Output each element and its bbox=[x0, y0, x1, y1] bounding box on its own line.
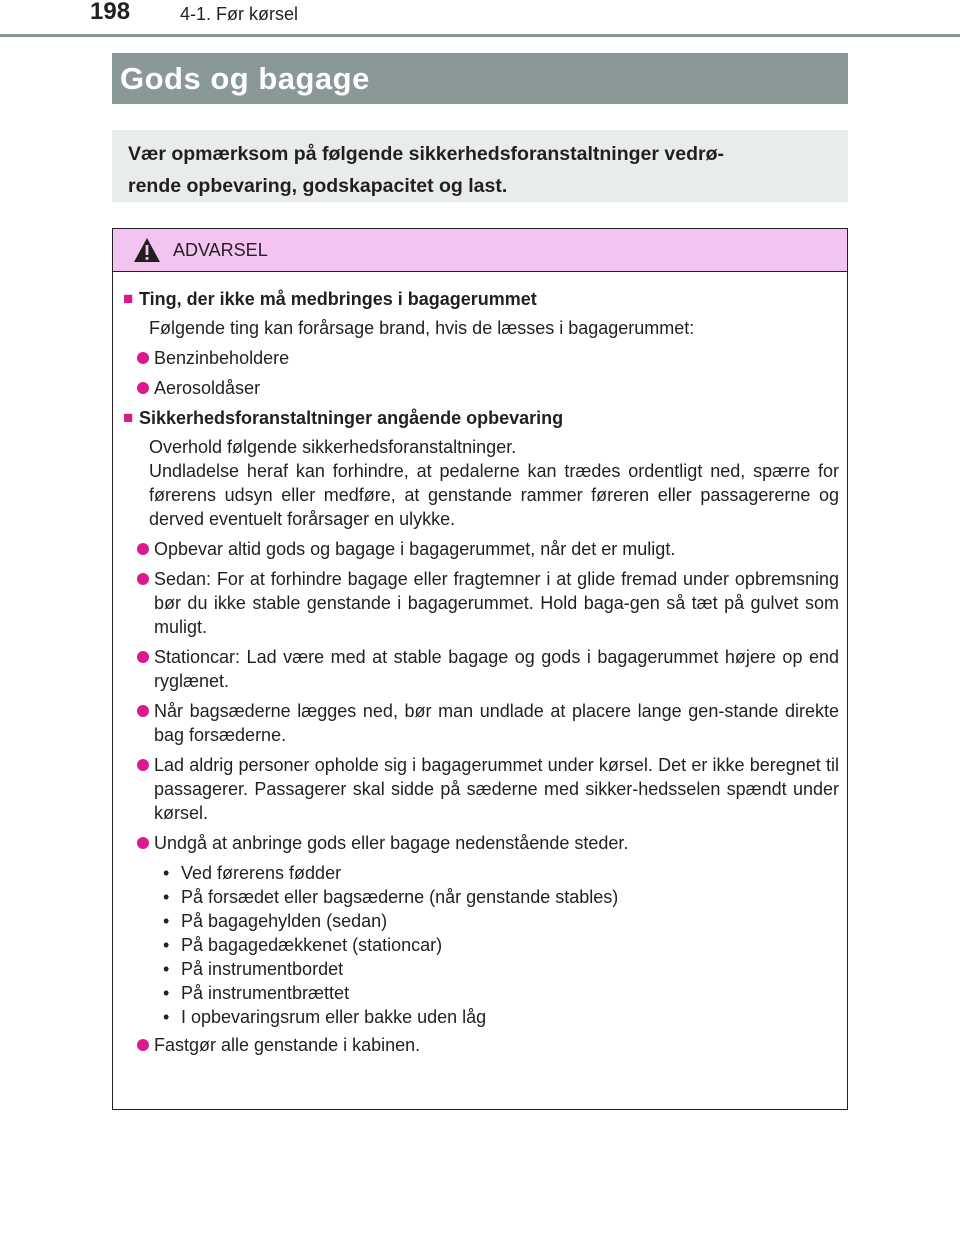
small-bullet-icon: • bbox=[163, 887, 170, 907]
section-heading bbox=[123, 406, 839, 430]
intro-line-2: rende opbevaring, godskapacitet og last. bbox=[128, 175, 508, 197]
small-bullet-icon: • bbox=[163, 1007, 170, 1027]
warning-triangle-icon bbox=[133, 237, 161, 263]
intro-line-1: Vær opmærksom på følgende sikkerhedsforanstaltninger vedrø- bbox=[128, 143, 724, 165]
list-item bbox=[137, 831, 839, 855]
section-heading bbox=[123, 287, 839, 311]
list-item bbox=[137, 567, 839, 639]
page-title: Gods og bagage bbox=[120, 60, 370, 96]
round-bullet-icon bbox=[137, 543, 149, 555]
list-item-text: Opbevar altid gods og bagage i bagagerummet, når det er muligt. bbox=[154, 539, 676, 559]
page-number: 198 bbox=[90, 0, 131, 25]
list-item bbox=[137, 1033, 839, 1057]
paragraph: Undladelse heraf kan forhindre, at pedalerne kan trædes ordentligt ned, spærre for førerens udsyn eller medføre, at genstande rammer føreren eller passagererne og derved eventuelt forårsager en ulykke. bbox=[149, 461, 839, 529]
places-list-item bbox=[163, 909, 839, 933]
list-item bbox=[137, 699, 839, 747]
places-list-item bbox=[163, 957, 839, 981]
warning-body bbox=[113, 272, 847, 1057]
paragraph: Følgende ting kan forårsage brand, hvis de læsses i bagagerummet: bbox=[149, 318, 695, 338]
warning-title: ADVARSEL bbox=[173, 239, 268, 260]
list-item bbox=[137, 753, 839, 825]
warning-box bbox=[112, 228, 848, 1110]
list-item-text: Undgå at anbringe gods eller bagage nedenstående steder. bbox=[154, 833, 629, 853]
places-list-item bbox=[163, 933, 839, 957]
places-list-item-text: På forsædet eller bagsæderne (når genstande stables) bbox=[181, 887, 619, 907]
places-list bbox=[163, 861, 839, 1029]
header-divider bbox=[0, 34, 960, 37]
round-bullet-icon bbox=[137, 573, 149, 585]
square-bullet-icon: ■ bbox=[123, 408, 134, 427]
section-heading-text: Ting, der ikke må medbringes i bagagerummet bbox=[139, 289, 537, 309]
places-list-item-text: På instrumentbordet bbox=[181, 959, 344, 979]
places-list-item-text: På instrumentbrættet bbox=[181, 983, 350, 1003]
round-bullet-icon bbox=[137, 759, 149, 771]
places-list-item-text: Ved førerens fødder bbox=[181, 863, 342, 883]
round-bullet-icon bbox=[137, 651, 149, 663]
round-bullet-icon bbox=[137, 1039, 149, 1051]
places-list-item bbox=[163, 1005, 839, 1029]
places-list-item bbox=[163, 981, 839, 1005]
small-bullet-icon: • bbox=[163, 959, 170, 979]
small-bullet-icon: • bbox=[163, 983, 170, 1003]
square-bullet-icon: ■ bbox=[123, 289, 134, 308]
round-bullet-icon bbox=[137, 705, 149, 717]
list-item-text: Aerosoldåser bbox=[154, 378, 261, 398]
list-item-text: Fastgør alle genstande i kabinen. bbox=[154, 1035, 421, 1055]
section-heading-text: Sikkerhedsforanstaltninger angående opbevaring bbox=[139, 408, 564, 428]
list-item-text: Når bagsæderne lægges ned, bør man undlade at placere lange gen-stande direkte bag forsæderne. bbox=[154, 701, 839, 745]
list-item-text: Stationcar: Lad være med at stable bagage og gods i bagagerummet højere op end ryglænet. bbox=[154, 647, 839, 691]
list-item-text: Benzinbeholdere bbox=[154, 348, 290, 368]
list-item bbox=[137, 376, 839, 400]
round-bullet-icon bbox=[137, 382, 149, 394]
intro-box bbox=[112, 130, 848, 202]
warning-header bbox=[113, 229, 847, 272]
places-list-item-text: På bagagedækkenet (stationcar) bbox=[181, 935, 443, 955]
places-list-item-text: På bagagehylden (sedan) bbox=[181, 911, 388, 931]
places-list-item bbox=[163, 861, 839, 885]
title-bar bbox=[112, 53, 848, 104]
round-bullet-icon bbox=[137, 837, 149, 849]
list-item-text: Lad aldrig personer opholde sig i bagagerummet under kørsel. Det er ikke beregnet til passagerer. Passagerer skal sidde på sæderne med sikker-hedsselen spændt under kørsel. bbox=[154, 755, 839, 823]
places-list-item-text: I opbevaringsrum eller bakke uden låg bbox=[181, 1007, 487, 1027]
places-list-item bbox=[163, 885, 839, 909]
list-item-text: Sedan: For at forhindre bagage eller fragtemner i at glide fremad under opbremsning bør du ikke stable genstande i bagagerummet. Hold baga-gen så tæt på gulvet som muligt. bbox=[154, 569, 839, 637]
paragraph: Overhold følgende sikkerhedsforanstaltninger. bbox=[149, 437, 517, 457]
list-item bbox=[137, 346, 839, 370]
small-bullet-icon: • bbox=[163, 935, 170, 955]
list-item bbox=[137, 537, 839, 561]
section-label: 4-1. Før kørsel bbox=[180, 4, 299, 24]
small-bullet-icon: • bbox=[163, 863, 170, 883]
small-bullet-icon: • bbox=[163, 911, 170, 931]
round-bullet-icon bbox=[137, 352, 149, 364]
list-item bbox=[137, 645, 839, 693]
